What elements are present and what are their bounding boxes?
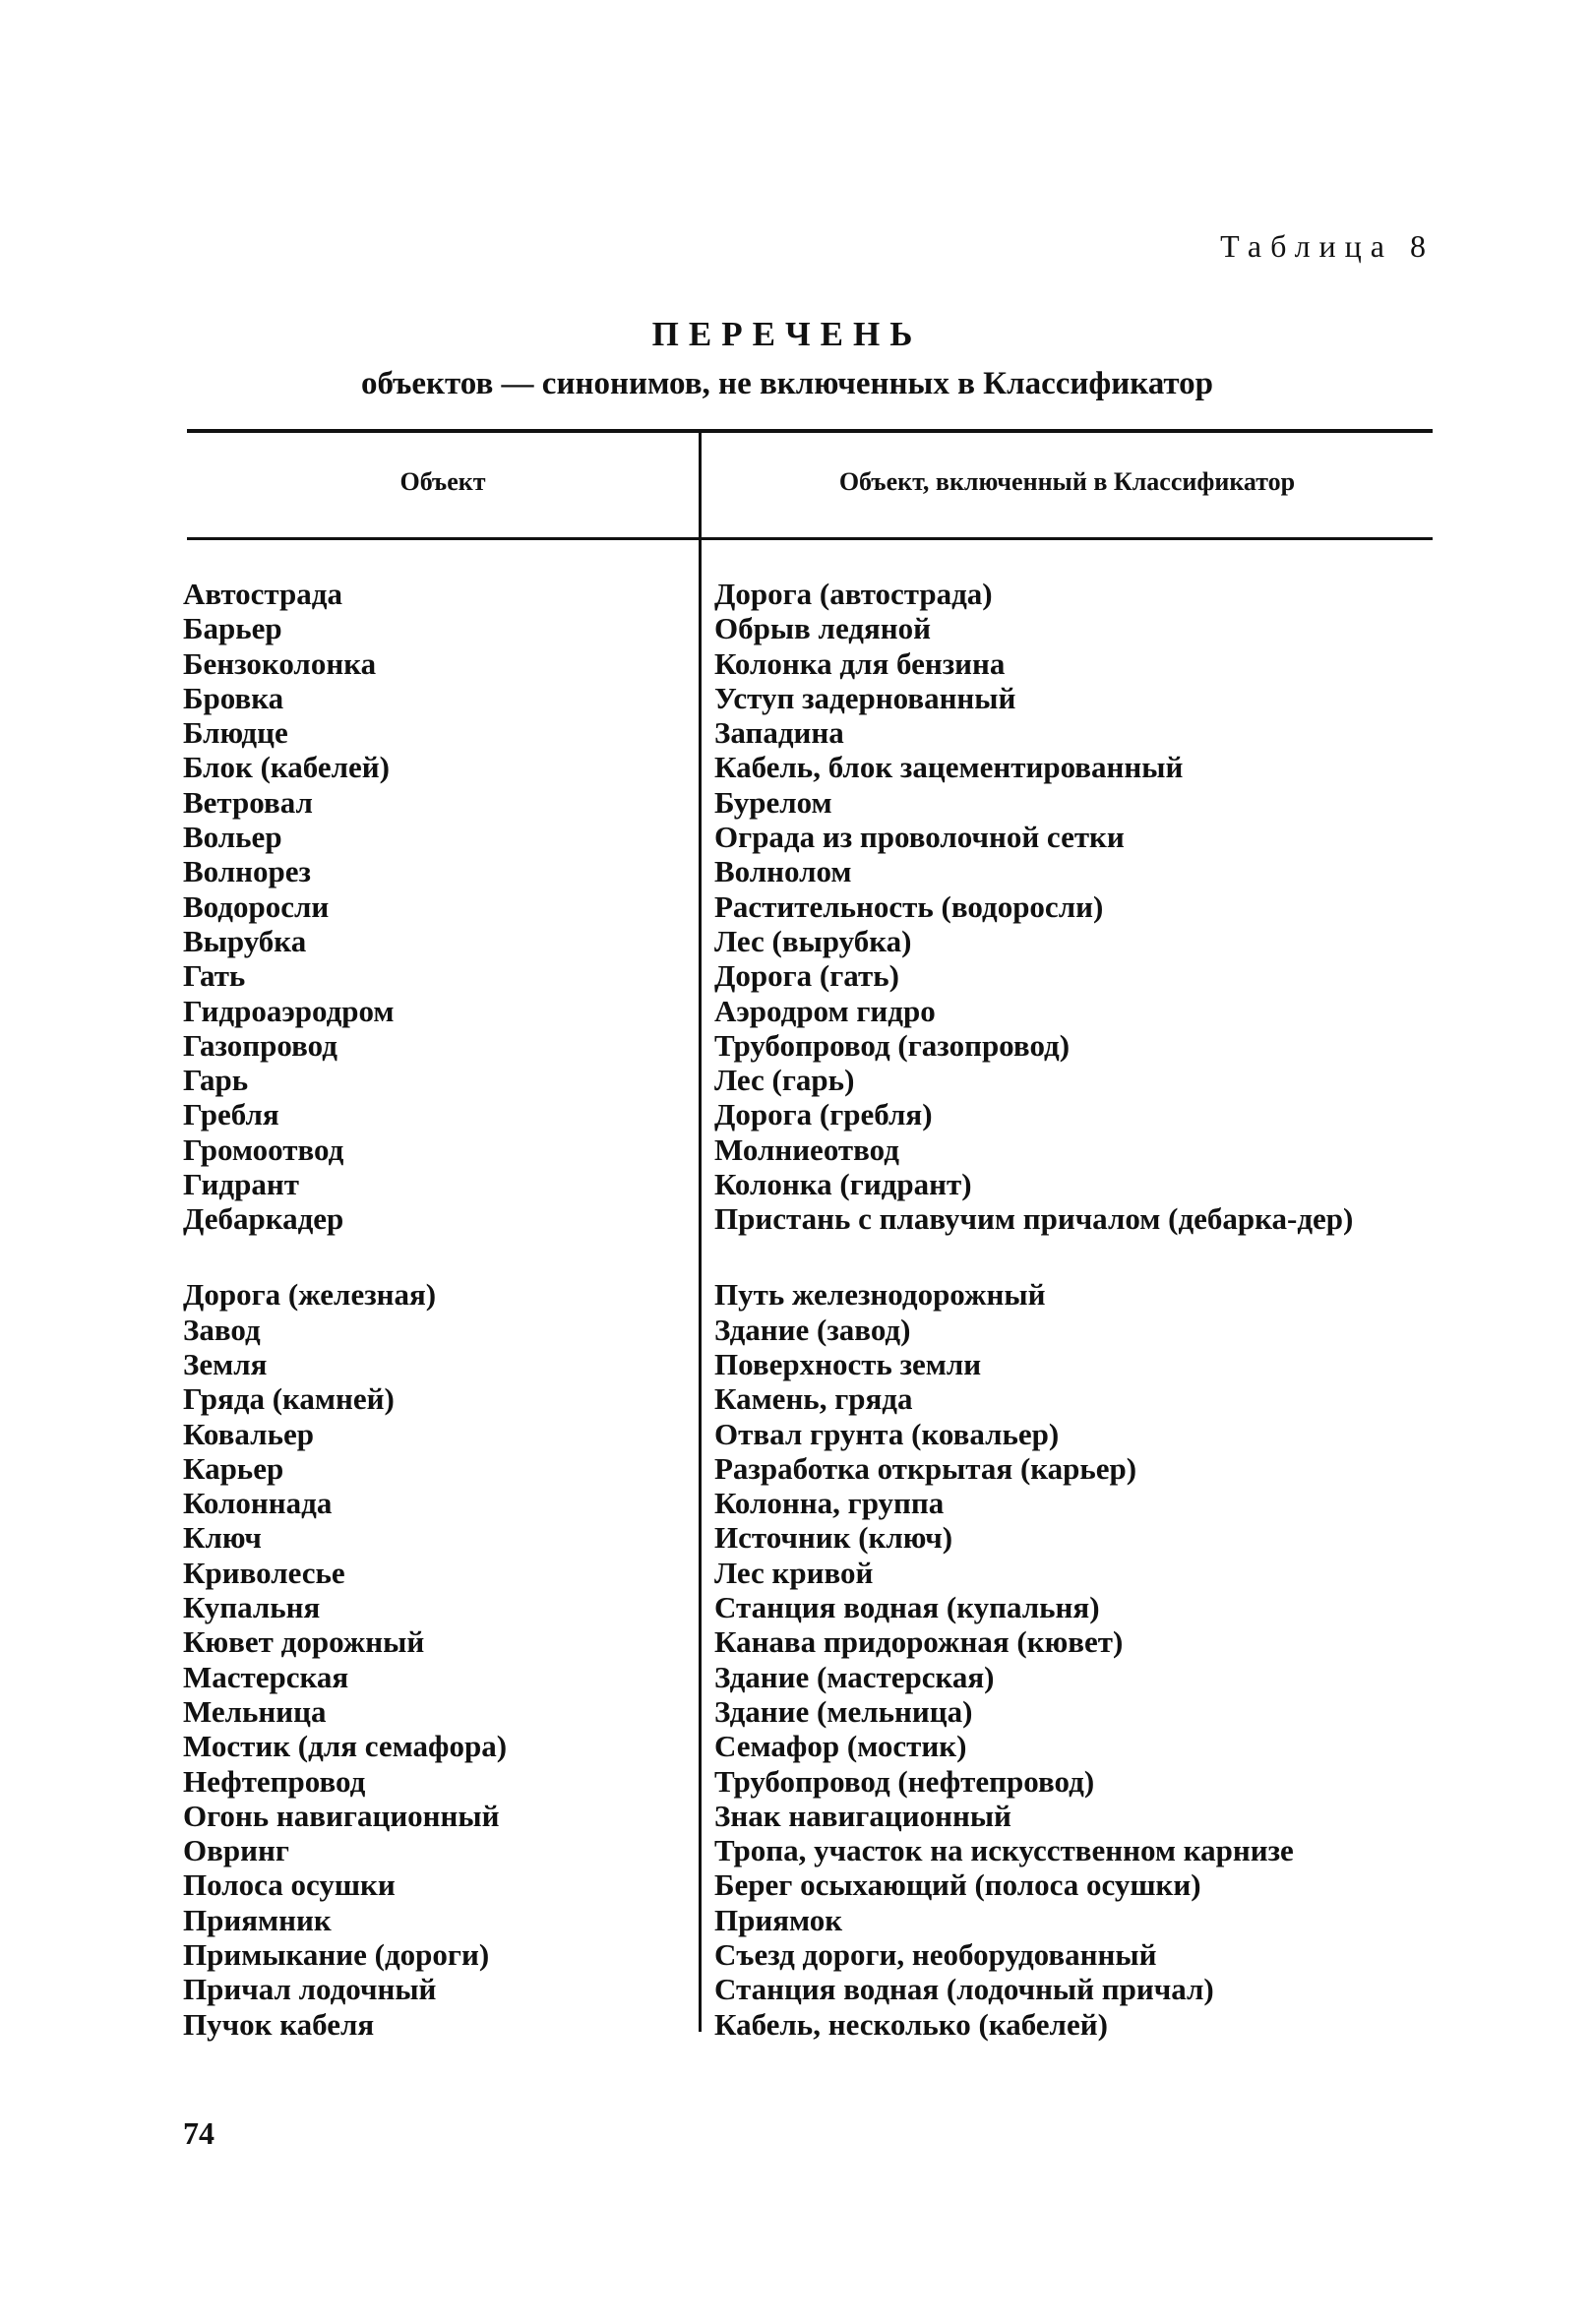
table-row (0, 1417, 1592, 1451)
table-row (0, 820, 1592, 854)
object-cell: Барьер (183, 611, 282, 646)
classified-object-cell: Аэродром гидро (714, 993, 936, 1028)
object-cell: Кювет дорожный (183, 1624, 425, 1660)
object-cell: Завод (183, 1312, 261, 1347)
object-cell: Криволесье (183, 1555, 345, 1590)
object-cell: Купальня (183, 1590, 321, 1625)
column-header-object: Объект (399, 467, 486, 496)
classified-object-cell: Колонка (гидрант) (714, 1167, 972, 1202)
table-top-rule (187, 429, 1433, 433)
object-cell: Нефтепровод (183, 1763, 366, 1799)
classified-object-cell: Бурелом (714, 784, 832, 820)
table-row (0, 715, 1592, 750)
object-cell: Вольер (183, 820, 282, 855)
table-label: Таблица 8 (1220, 228, 1435, 264)
document-heading: ПЕРЕЧЕНЬ (651, 315, 923, 353)
classified-object-cell: Лес (вырубка) (714, 923, 912, 958)
classified-object-cell: Станция водная (лодочный причал) (714, 1972, 1214, 2007)
object-cell: Гарь (183, 1063, 249, 1098)
classified-object-cell: Здание (мельница) (714, 1693, 973, 1729)
object-cell: Дорога (железная) (183, 1277, 437, 1313)
classified-object-cell: Лес кривой (714, 1555, 874, 1590)
object-cell: Овринг (183, 1833, 289, 1868)
classified-object-cell: Трубопровод (нефтепровод) (714, 1763, 1095, 1799)
object-cell: Мастерская (183, 1659, 349, 1694)
column-header-classified-object: Объект, включенный в Классификатор (838, 467, 1296, 496)
classified-object-cell: Молниеотвод (714, 1131, 899, 1167)
classified-object-cell: Источник (ключ) (714, 1520, 953, 1556)
classified-object-cell: Колонка для бензина (714, 645, 1006, 681)
classified-object-cell: Лес (гарь) (714, 1063, 855, 1098)
object-cell: Водоросли (183, 888, 330, 924)
classified-object-cell: Обрыв ледяной (714, 611, 931, 646)
classified-object-cell: Уступ задернованный (714, 680, 1016, 715)
table-body (0, 577, 1592, 2042)
object-cell: Огонь навигационный (183, 1798, 500, 1833)
object-cell: Причал лодочный (183, 1972, 437, 2007)
object-cell: Гать (183, 958, 246, 994)
classified-object-cell: Тропа, участок на искусственном карнизе (714, 1833, 1294, 1868)
classified-object-cell: Колонна, группа (714, 1486, 945, 1521)
table-row (0, 1313, 1592, 1347)
page-number: 74 (183, 2115, 214, 2151)
table-row (0, 1624, 1592, 1659)
table-row (0, 1764, 1592, 1799)
classified-object-cell: Семафор (мостик) (714, 1729, 967, 1764)
table-row (0, 1347, 1592, 1381)
table-row (0, 681, 1592, 715)
table-row (0, 1694, 1592, 1729)
classified-object-cell: Берег осыхающий (полоса осушки) (714, 1867, 1201, 1903)
classified-object-cell: Знак навигационный (714, 1798, 1011, 1833)
object-cell: Гидроаэродром (183, 993, 395, 1028)
table-row (0, 646, 1592, 681)
classified-object-cell: Ограда из проволочной сетки (714, 820, 1125, 855)
classified-object-cell: Путь железнодорожный (714, 1277, 1046, 1313)
table-row (0, 1028, 1592, 1063)
classified-object-cell: Поверхность земли (714, 1346, 982, 1381)
object-cell: Ковальер (183, 1416, 314, 1451)
table-row (0, 1660, 1592, 1694)
classified-object-cell: Приямок (714, 1902, 843, 1937)
object-cell: Ветровал (183, 784, 313, 820)
table-row (0, 994, 1592, 1028)
classified-object-cell: Отвал грунта (ковальер) (714, 1416, 1060, 1451)
object-cell: Волнорез (183, 854, 311, 889)
object-cell: Громоотвод (183, 1131, 344, 1167)
object-cell: Бензоколонка (183, 645, 377, 681)
object-cell: Гребля (183, 1097, 279, 1132)
table-row (0, 1451, 1592, 1486)
classified-object-cell: Разработка открытая (карьер) (714, 1450, 1137, 1486)
object-cell: Блюдце (183, 715, 288, 751)
table-row (0, 611, 1592, 645)
table-row (0, 785, 1592, 820)
table-row (0, 889, 1592, 924)
table-row (0, 1132, 1592, 1167)
classified-object-cell: Дорога (гребля) (714, 1097, 933, 1132)
object-cell: Мостик (для семафора) (183, 1729, 508, 1764)
object-cell: Блок (кабелей) (183, 750, 390, 785)
table-row (0, 1833, 1592, 1867)
object-cell: Карьер (183, 1450, 284, 1486)
classified-object-cell: Станция водная (купальня) (714, 1590, 1100, 1625)
object-cell: Полоса осушки (183, 1867, 396, 1903)
object-cell: Земля (183, 1346, 268, 1381)
document-subheading: объектов — синонимов, не включенных в Классификатор (360, 366, 1214, 401)
table-row (0, 1167, 1592, 1201)
table-row (0, 1381, 1592, 1416)
table-row (0, 1486, 1592, 1520)
classified-object-cell: Растительность (водоросли) (714, 888, 1104, 924)
table-row (0, 958, 1592, 993)
classified-object-cell: Дорога (гать) (714, 958, 899, 994)
table-row (0, 924, 1592, 958)
classified-object-cell: Здание (завод) (714, 1312, 911, 1347)
object-cell: Автострада (183, 577, 342, 611)
classified-object-cell: Канава придорожная (кювет) (714, 1624, 1124, 1660)
classified-object-cell: Волнолом (714, 854, 852, 889)
classified-object-cell: Пристань с плавучим причалом (дебарка-дер) (714, 1201, 1354, 1237)
object-cell: Приямник (183, 1902, 332, 1937)
table-row (0, 1972, 1592, 2006)
object-cell: Примыкание (дороги) (183, 1936, 490, 1972)
table-row (0, 1520, 1592, 1555)
table-header-rule (187, 537, 1433, 540)
classified-object-cell: Здание (мастерская) (714, 1659, 995, 1694)
table-row (0, 1201, 1592, 1277)
classified-object-cell: Западина (714, 715, 844, 751)
table-row (0, 1277, 1592, 1312)
classified-object-cell: Кабель, блок зацементированный (714, 750, 1184, 785)
object-cell: Газопровод (183, 1027, 337, 1063)
object-cell: Дебаркадер (183, 1201, 344, 1237)
table-row (0, 854, 1592, 888)
table-row (0, 577, 1592, 611)
object-cell: Гидрант (183, 1167, 299, 1202)
table-row (0, 1063, 1592, 1097)
table-row (0, 1937, 1592, 1972)
table-row (0, 2007, 1592, 2042)
object-cell: Мельница (183, 1693, 327, 1729)
table-row (0, 1729, 1592, 1763)
classified-object-cell: Камень, гряда (714, 1381, 913, 1417)
object-cell: Ключ (183, 1520, 262, 1556)
object-cell: Вырубка (183, 923, 307, 958)
table-row (0, 1097, 1592, 1131)
object-cell: Гряда (камней) (183, 1381, 395, 1417)
table-row (0, 750, 1592, 784)
object-cell: Колоннада (183, 1486, 333, 1521)
table-row (0, 1903, 1592, 1937)
table-row (0, 1867, 1592, 1902)
table-row (0, 1590, 1592, 1624)
object-cell: Пучок кабеля (183, 2006, 375, 2042)
classified-object-cell: Съезд дороги, необорудованный (714, 1936, 1157, 1972)
table-row (0, 1799, 1592, 1833)
classified-object-cell: Трубопровод (газопровод) (714, 1027, 1071, 1063)
classified-object-cell: Кабель, несколько (кабелей) (714, 2006, 1108, 2042)
table-row (0, 1556, 1592, 1590)
object-cell: Бровка (183, 680, 284, 715)
classified-object-cell: Дорога (автострада) (714, 577, 993, 611)
